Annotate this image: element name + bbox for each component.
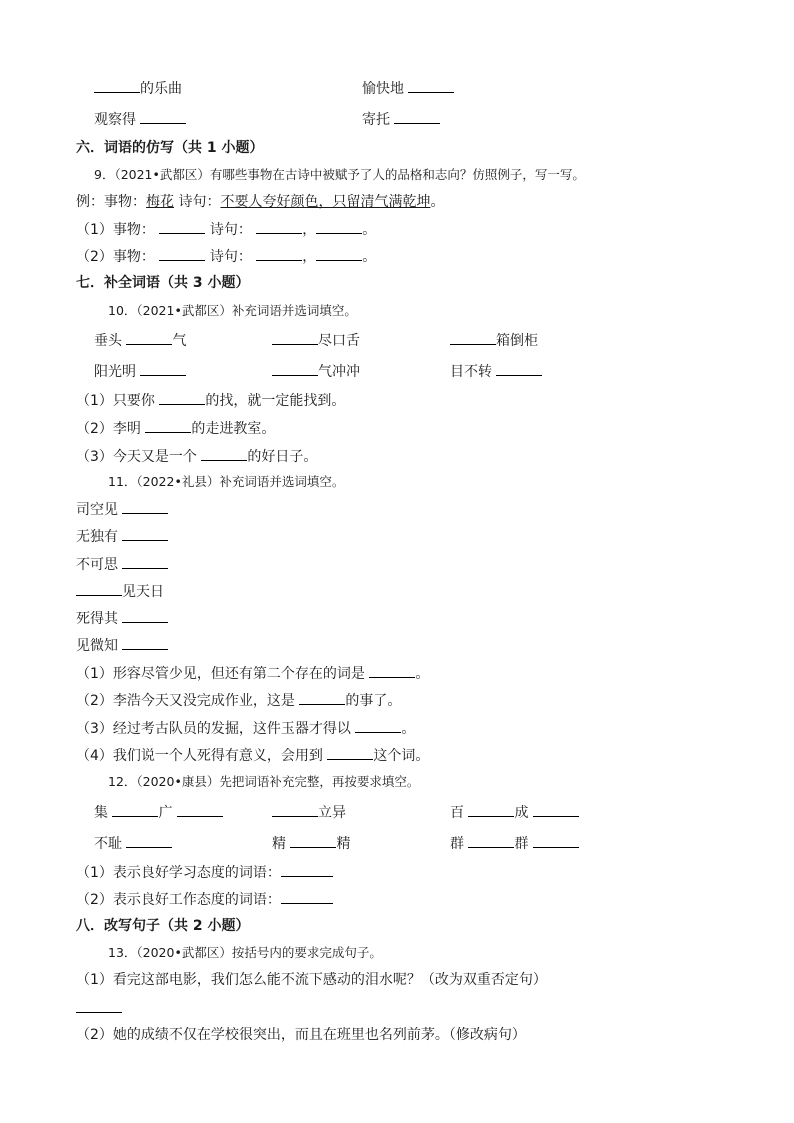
answer-blank[interactable] xyxy=(201,446,247,461)
fill-sentence: （2）李明 的走进教室。 xyxy=(76,418,275,439)
answer-blank[interactable] xyxy=(290,833,336,848)
answer-blank[interactable] xyxy=(122,635,168,650)
answer-blank[interactable] xyxy=(145,418,191,433)
section-heading: 六．词语的仿写（共 1 小题） xyxy=(76,140,264,156)
question-stem: 9．（2021•武都区）有哪些事物在古诗中被赋予了人的品格和志向？仿照例子，写一写。 xyxy=(94,167,585,182)
section-heading: 七．补全词语（共 3 小题） xyxy=(76,275,250,291)
word-text: 愉快地 xyxy=(362,81,404,97)
fill-sentence: （1）只要你 的找，就一定能找到。 xyxy=(76,390,345,411)
word-item: 立异 xyxy=(272,802,346,823)
answer-blank[interactable] xyxy=(159,219,205,234)
answer-blank[interactable] xyxy=(256,219,302,234)
question-stem: 11．（2022•礼县）补充词语并选词填空。 xyxy=(108,474,345,489)
word-item: 箱倒柜 xyxy=(450,330,538,351)
word-item: 死得其 xyxy=(76,608,168,629)
answer-blank[interactable] xyxy=(355,718,401,733)
answer-blank[interactable] xyxy=(281,889,333,904)
word-item: 见天日 xyxy=(76,581,164,602)
fill-sentence: （2）李浩今天又没完成作业，这是 的事了。 xyxy=(76,690,401,711)
answer-blank[interactable] xyxy=(281,862,333,877)
word-item: 目不转 xyxy=(450,361,542,382)
answer-blank[interactable] xyxy=(126,833,172,848)
fill-sentence: （1）形容尽管少见，但还有第二个存在的词是 。 xyxy=(76,663,429,684)
answer-blank[interactable] xyxy=(76,581,122,596)
example-line: 例：事物：梅花 诗句：不要人夸好颜色，只留清气满乾坤。 xyxy=(76,194,445,210)
answer-blank[interactable] xyxy=(177,802,223,817)
answer-blank[interactable] xyxy=(94,78,140,93)
answer-blank[interactable] xyxy=(369,663,415,678)
word-text: 观察得 xyxy=(94,112,136,128)
answer-blank[interactable] xyxy=(272,361,318,376)
answer-blank[interactable] xyxy=(76,998,122,1013)
answer-line xyxy=(76,998,122,1019)
question-item: （1）看完这部电影，我们怎么能不流下感动的泪水呢？（改为双重否定句） xyxy=(76,972,547,988)
word-text: 的乐曲 xyxy=(140,81,182,97)
question-stem: 12．（2020•康县）先把词语补充完整，再按要求填空。 xyxy=(108,774,420,789)
answer-blank[interactable] xyxy=(316,219,362,234)
word-text: 寄托 xyxy=(362,112,390,128)
fill-row xyxy=(362,109,440,130)
answer-blank[interactable] xyxy=(468,833,514,848)
word-item: 群 群 xyxy=(450,833,579,854)
answer-blank[interactable] xyxy=(468,802,514,817)
word-item: 尽口舌 xyxy=(272,330,360,351)
word-item: 阳光明 xyxy=(94,361,186,382)
fill-row: （1）事物： 诗句： ， 。 xyxy=(76,219,376,240)
answer-blank[interactable] xyxy=(122,608,168,623)
answer-blank[interactable] xyxy=(272,802,318,817)
word-item: 见微知 xyxy=(76,635,168,656)
question-item: （2）她的成绩不仅在学校很突出，而且在班里也名列前茅。（修改病句） xyxy=(76,1027,526,1043)
section-heading: 八．改写句子（共 2 小题） xyxy=(76,918,250,934)
answer-blank[interactable] xyxy=(299,690,345,705)
answer-blank[interactable] xyxy=(533,802,579,817)
answer-blank[interactable] xyxy=(126,330,172,345)
answer-blank[interactable] xyxy=(408,78,454,93)
fill-sentence: （2）表示良好工作态度的词语： xyxy=(76,889,333,910)
answer-blank[interactable] xyxy=(533,833,579,848)
answer-blank[interactable] xyxy=(450,330,496,345)
answer-blank[interactable] xyxy=(140,361,186,376)
word-item: 无独有 xyxy=(76,526,168,547)
word-item: 集 广 xyxy=(94,802,223,823)
answer-blank[interactable] xyxy=(256,246,302,261)
answer-blank[interactable] xyxy=(159,390,205,405)
answer-blank[interactable] xyxy=(159,246,205,261)
word-item: 不可思 xyxy=(76,554,168,575)
word-item: 精 精 xyxy=(272,833,350,854)
word-item: 气冲冲 xyxy=(272,361,360,382)
answer-blank[interactable] xyxy=(112,802,158,817)
word-item: 司空见 xyxy=(76,499,168,520)
answer-blank[interactable] xyxy=(496,361,542,376)
answer-blank[interactable] xyxy=(394,109,440,124)
answer-blank[interactable] xyxy=(140,109,186,124)
fill-sentence: （3）经过考古队员的发掘，这件玉器才得以 。 xyxy=(76,718,415,739)
fill-row: （2）事物： 诗句： ， 。 xyxy=(76,246,376,267)
answer-blank[interactable] xyxy=(272,330,318,345)
word-item: 垂头 气 xyxy=(94,330,186,351)
answer-blank[interactable] xyxy=(122,526,168,541)
answer-blank[interactable] xyxy=(122,554,168,569)
fill-row xyxy=(94,78,182,99)
word-item: 不耻 xyxy=(94,833,172,854)
fill-row xyxy=(94,109,186,130)
answer-blank[interactable] xyxy=(327,745,373,760)
fill-sentence: （4）我们说一个人死得有意义，会用到 这个词。 xyxy=(76,745,429,766)
answer-blank[interactable] xyxy=(122,499,168,514)
question-stem: 10．（2021•武都区）补充词语并选词填空。 xyxy=(108,303,357,318)
fill-sentence: （1）表示良好学习态度的词语： xyxy=(76,862,333,883)
fill-row xyxy=(362,78,454,99)
answer-blank[interactable] xyxy=(316,246,362,261)
fill-sentence: （3）今天又是一个 的好日子。 xyxy=(76,446,317,467)
question-stem: 13．（2020•武都区）按括号内的要求完成句子。 xyxy=(108,945,382,960)
word-item: 百 成 xyxy=(450,802,579,823)
